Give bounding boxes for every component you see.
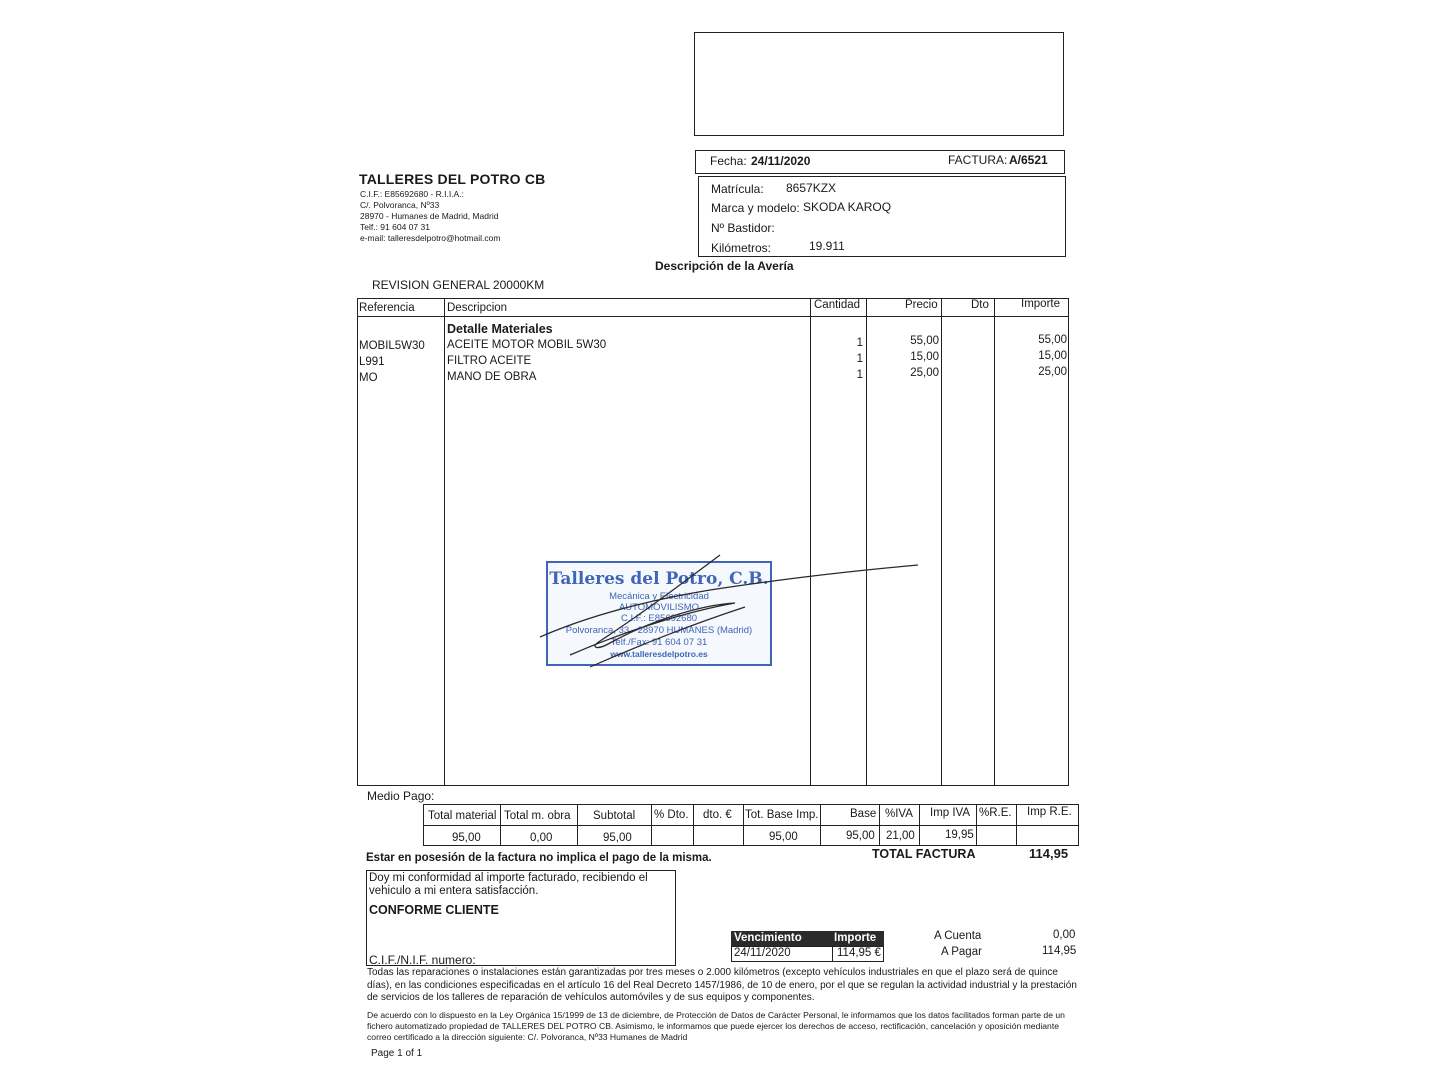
totals-value: 95,00 xyxy=(769,831,798,843)
totals-col-divider xyxy=(693,804,694,846)
col-divider-1 xyxy=(444,298,445,786)
marca-label: Marca y modelo: xyxy=(711,201,800,215)
totals-col-divider xyxy=(820,804,821,846)
header-descripcion: Descripcion xyxy=(447,302,508,314)
stamp-line: Mecánica y Electricidad xyxy=(609,591,709,602)
row-qty: 1 xyxy=(856,337,863,349)
totals-col-divider xyxy=(651,804,652,846)
company-city: 28970 - Humanes de Madrid, Madrid xyxy=(360,211,499,221)
factura-label: FACTURA: xyxy=(948,153,1008,167)
totals-col-divider xyxy=(1016,804,1017,846)
col-divider-4 xyxy=(941,298,942,786)
totals-header: Imp R.E. xyxy=(1027,806,1072,818)
row-ref: MO xyxy=(359,372,378,384)
col-divider-5 xyxy=(994,298,995,786)
totals-value: 0,00 xyxy=(530,832,553,844)
totals-col-divider xyxy=(976,804,977,846)
a-pagar-value: 114,95 xyxy=(1042,945,1077,957)
totals-col-divider xyxy=(919,804,920,846)
items-header-divider xyxy=(357,316,1069,317)
totals-col-divider xyxy=(879,804,880,846)
totals-header: Imp IVA xyxy=(930,807,971,819)
privacy-text: De acuerdo con lo dispuesto en la Ley Orgánica 15/1999 de 13 de diciembre, de Protección de Datos de Carácter Personal, le informamos que los datos facilitados forman parte de un fichero automatizado propiedad de TALLERES DEL POTRO CB. Asimismo, le informamos que puede ejercer los derechos de acceso, rectificación, cancelación y oposición mediante correo certificado a la dirección siguiente: C/. Polvoranca, Nº33 Humanes de Madrid xyxy=(367,1010,1065,1042)
cif-nif-label: C.I.F./N.I.F. numero: xyxy=(369,953,476,967)
totals-header: Subtotal xyxy=(593,810,636,822)
factura-number: A/6521 xyxy=(1009,153,1048,167)
company-phone: Telf.: 91 604 07 31 xyxy=(360,222,430,232)
vencimiento-row xyxy=(731,946,884,962)
row-desc: MANO DE OBRA xyxy=(447,371,537,383)
fecha-label: Fecha: xyxy=(710,154,747,168)
averia-text: REVISION GENERAL 20000KM xyxy=(372,278,545,292)
a-cuenta-label: A Cuenta xyxy=(934,930,982,942)
invoice-header-box xyxy=(695,150,1065,174)
averia-title: Descripción de la Avería xyxy=(655,259,794,273)
bastidor-label: Nº Bastidor: xyxy=(711,221,775,235)
totals-header: Total m. obra xyxy=(504,810,571,822)
conformity-text: vehiculo a mi entera satisfacción. xyxy=(369,885,539,897)
fecha-value: 24/11/2020 xyxy=(751,154,811,168)
a-pagar-label: A Pagar xyxy=(941,946,982,958)
row-desc: FILTRO ACEITE xyxy=(447,355,532,367)
km-value: 19.911 xyxy=(809,239,845,253)
vencimiento-divider xyxy=(832,946,833,962)
row-price: 15,00 xyxy=(910,351,939,363)
totals-col-divider xyxy=(743,804,744,846)
totals-header: Tot. Base Imp. xyxy=(745,809,819,821)
company-cif: C.I.F.: E85692680 - R.I.I.A.: xyxy=(360,189,464,199)
stamp-line: AUTOMOVILISMO xyxy=(618,602,700,613)
row-importe: 55,00 xyxy=(1038,334,1067,346)
stamp-line: Telf./Fax: 91 604 07 31 xyxy=(610,637,708,648)
stamp-title: Talleres del Potro, C.B. xyxy=(549,569,769,589)
conformity-text: Doy mi conformidad al importe facturado, recibiendo el xyxy=(369,872,648,884)
totals-header: %R.E. xyxy=(979,807,1012,819)
company-name: TALLERES DEL POTRO CB xyxy=(359,171,546,187)
row-desc: ACEITE MOTOR MOBIL 5W30 xyxy=(447,339,607,351)
total-factura-label: TOTAL FACTURA xyxy=(872,847,976,861)
totals-value: 95,00 xyxy=(452,832,481,844)
vencimiento-amount: 114,95 € xyxy=(837,947,881,959)
importe-label: Importe xyxy=(834,932,877,944)
totals-value: 21,00 xyxy=(886,830,915,842)
row-ref: L991 xyxy=(359,356,385,368)
totals-header: Total material xyxy=(428,810,497,822)
page-number: Page 1 of 1 xyxy=(371,1048,423,1059)
header-referencia: Referencia xyxy=(359,302,415,314)
medio-pago-label: Medio Pago: xyxy=(367,789,435,803)
totals-header: %IVA xyxy=(885,808,913,820)
matricula-value: 8657KZX xyxy=(786,181,837,195)
a-cuenta-value: 0,00 xyxy=(1053,929,1076,941)
conformity-box xyxy=(366,870,676,966)
company-address: C/. Polvoranca, Nº33 xyxy=(360,200,440,210)
matricula-label: Matrícula: xyxy=(711,182,764,196)
stamp-line: Polvoranca, 33 - 28970 HUMANES (Madrid) xyxy=(565,625,753,636)
payment-notice: Estar en posesión de la factura no implica el pago de la misma. xyxy=(366,852,712,864)
totals-col-divider xyxy=(577,804,578,846)
stamp-line: www.talleresdelpotro.es xyxy=(610,649,708,659)
row-price: 25,00 xyxy=(910,367,939,379)
stamp-line: C.I.F.: E85692680 xyxy=(620,613,698,624)
col-divider-3 xyxy=(866,298,867,786)
row-qty: 1 xyxy=(856,353,863,365)
row-importe: 15,00 xyxy=(1038,350,1067,362)
header-cantidad: Cantidad xyxy=(814,299,861,311)
header-importe: Importe xyxy=(1021,298,1060,310)
totals-value: 19,95 xyxy=(945,829,974,841)
km-label: Kilómetros: xyxy=(711,241,772,255)
totals-col-divider xyxy=(500,804,501,846)
total-factura-value: 114,95 xyxy=(1029,846,1069,861)
totals-value: 95,00 xyxy=(603,832,632,844)
col-divider-2 xyxy=(810,298,811,786)
row-qty: 1 xyxy=(856,369,863,381)
totals-value: 95,00 xyxy=(846,830,875,842)
company-email: e-mail: talleresdelpotro@hotmail.com xyxy=(360,233,501,243)
signature-scribble xyxy=(530,545,930,685)
marca-value: SKODA KAROQ xyxy=(803,200,892,214)
section-detalle-materiales: Detalle Materiales xyxy=(447,322,553,336)
row-importe: 25,00 xyxy=(1038,366,1067,378)
totals-header-divider xyxy=(423,825,1079,826)
totals-header: Base xyxy=(850,808,877,820)
conforme-cliente-label: CONFORME CLIENTE xyxy=(369,903,499,917)
header-precio: Precio xyxy=(905,299,938,311)
vencimiento-header xyxy=(731,931,884,946)
vehicle-box xyxy=(698,176,1066,257)
row-price: 55,00 xyxy=(910,335,939,347)
row-ref: MOBIL5W30 xyxy=(359,340,425,352)
guarantee-text: Todas las reparaciones o instalaciones están garantizadas por tres meses o 2.000 kilómetros (excepto vehículos industriales en que el plazo será de quince días), en las condiciones especificadas en el artículo 16 del Real Decreto 1457/1986, de 10 de enero, por el que se regulan la actividad industrial y la prestación de servicios de los talleres de reparación de vehículos automóviles y de sus equipos y componentes. xyxy=(367,967,1077,1003)
totals-header: dto. € xyxy=(703,809,732,821)
totals-header: % Dto. xyxy=(654,809,689,821)
vencimiento-label: Vencimiento xyxy=(734,932,802,944)
client-address-box xyxy=(694,32,1064,136)
vencimiento-date: 24/11/2020 xyxy=(734,947,791,959)
header-dto: Dto xyxy=(971,299,989,311)
